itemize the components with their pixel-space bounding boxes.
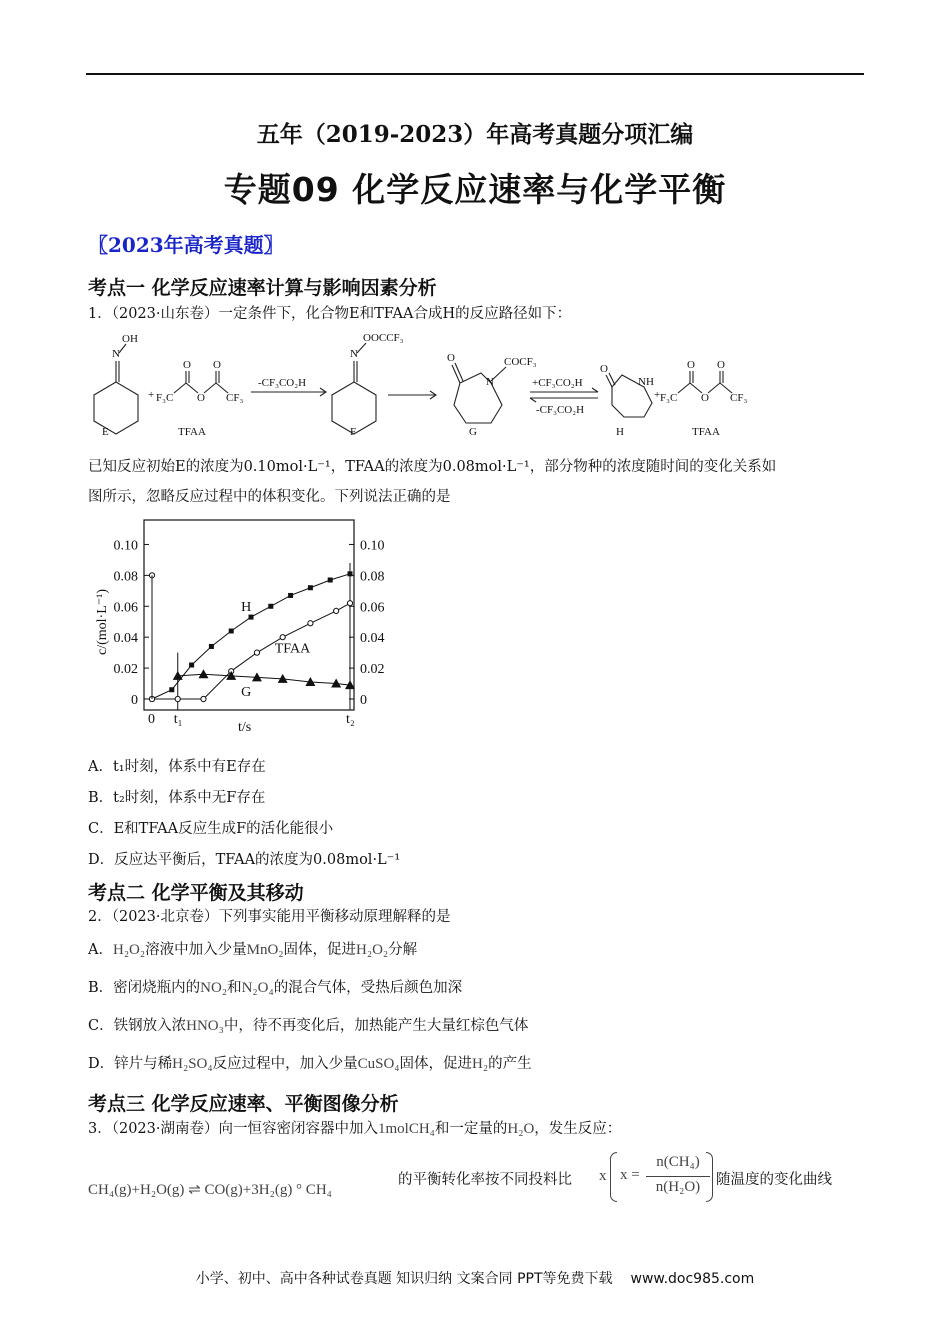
- q2c-text-1: 中，待不再变化后，加热能产生大量红棕色气体: [223, 1018, 529, 1034]
- q2-option-b: [88, 976, 462, 997]
- h-o: O: [600, 363, 608, 375]
- q2-option-d: [88, 1052, 532, 1073]
- q2a-formula-3: H₂O₂: [356, 942, 389, 958]
- point-tfaa: [334, 608, 339, 613]
- kp1-title: 考点一 化学反应速率计算与影响因素分析: [88, 277, 437, 299]
- footer-text: 小学、初中、高中各种试卷真题 知识归纳 文案合同 PPT等免费下载: [195, 1271, 613, 1287]
- kp2-title: 考点二 化学平衡及其移动: [88, 882, 304, 904]
- q2a-text-1: 溶液中加入少量: [145, 942, 247, 958]
- series-title: 五年（2019-2023）年高考真题分项汇编: [256, 121, 694, 148]
- tfaa2-f3c: F₃C: [660, 392, 678, 404]
- y-tick-label-left: 0.08: [113, 569, 138, 585]
- q2d-text-2: 固体，促进: [399, 1056, 473, 1072]
- f-n: N: [350, 348, 358, 360]
- series-label-g: G: [241, 684, 252, 700]
- y-axis-label: c/(mol·L⁻¹): [95, 588, 110, 655]
- tfaa1-f3c: F₃C: [156, 392, 174, 404]
- x-axis-label: t/s: [238, 720, 252, 735]
- reaction-scheme: [86, 325, 866, 445]
- tfaa2-cf3: CF₃: [730, 392, 748, 404]
- series-label-tfaa: TFAA: [274, 641, 311, 657]
- y-tick-label-left: 0.04: [113, 631, 138, 647]
- q2d-formula-3: H₂: [472, 1056, 489, 1072]
- y-tick-label-left: 0.02: [113, 662, 138, 678]
- q2d-prefix: D．锌片与稀: [88, 1056, 173, 1072]
- q3-x-symbol: x: [599, 1168, 607, 1184]
- y-tick-label-right: 0.08: [360, 569, 385, 585]
- footer: [0, 1268, 950, 1288]
- paren-left: [610, 1152, 617, 1202]
- q3-stem: [88, 1117, 621, 1138]
- y-tick-label-left: 0.06: [113, 600, 138, 616]
- e-label: E: [102, 426, 109, 438]
- frac-bottom: n(H₂O): [655, 1179, 701, 1195]
- footer-site[interactable]: www.doc985.com: [630, 1271, 755, 1287]
- y-tick-label-right: 0.06: [360, 600, 385, 616]
- point-h: [328, 578, 333, 583]
- point-h: [308, 585, 313, 590]
- q2d-formula-1: H₂SO₄: [172, 1056, 213, 1072]
- kp3-title: 考点三 化学反应速率、平衡图像分析: [88, 1093, 399, 1115]
- q1-option-a: A．t₁时刻，体系中有E存在: [88, 759, 266, 775]
- main-title: 专题09 化学反应速率与化学平衡: [223, 170, 727, 209]
- x-tick-label: t₂: [346, 712, 355, 727]
- e-oh: OH: [122, 333, 138, 345]
- q3-formula-2: H₂O: [507, 1121, 535, 1137]
- year-heading: 〖2023年高考真题〗: [88, 233, 284, 257]
- point-h: [209, 644, 214, 649]
- tfaa2-o-top-b: O: [717, 359, 725, 371]
- g-o: O: [447, 352, 455, 364]
- g-n: N: [486, 376, 494, 388]
- point-tfaa: [347, 601, 352, 606]
- q3-prefix: 3．（2023·湖南卷）向一恒容密闭容器中加入: [88, 1121, 378, 1137]
- q2-option-c: [88, 1014, 528, 1035]
- tfaa1-o-top-a: O: [183, 359, 191, 371]
- y-tick-label-left: 0.10: [113, 538, 138, 554]
- plus-1: +: [148, 389, 155, 401]
- compound-g-ring: [454, 373, 502, 423]
- q1-info-line1: 已知反应初始E的浓度为0.10mol·L⁻¹，TFAA的浓度为0.08mol·L⁻¹，部分物种的浓度随时间的变化关系如: [88, 459, 777, 475]
- point-tfaa: [280, 635, 285, 640]
- q2c-formula-1: HNO₃: [186, 1018, 224, 1034]
- point-tfaa: [308, 621, 313, 626]
- q2d-formula-2: CuSO₄: [357, 1056, 400, 1072]
- point-tfaa: [254, 650, 259, 655]
- q3-formula-1: 1molCH₄: [377, 1121, 435, 1137]
- q2b-text-2: 的混合气体，受热后颜色加深: [273, 980, 463, 996]
- point-h: [348, 571, 353, 576]
- q2a-formula-2: MnO₂: [246, 942, 284, 958]
- h-label: H: [616, 426, 624, 438]
- q1-stem: 1．（2023·山东卷）一定条件下，化合物E和TFAA合成H的反应路径如下：: [88, 306, 572, 322]
- g-sub: COCF₃: [504, 356, 537, 368]
- tfaa2-o: O: [701, 392, 709, 404]
- q1-option-b: B．t₂时刻，体系中无F存在: [88, 790, 266, 806]
- q2b-formula-2: N₂O₄: [241, 980, 274, 996]
- series-label-h: H: [241, 599, 252, 615]
- point-tfaa: [175, 696, 180, 701]
- q2a-formula-1: H₂O₂: [112, 942, 146, 958]
- q2d-text-3: 的产生: [488, 1056, 532, 1072]
- frac-bar: [646, 1176, 710, 1177]
- q3-suffix: ，发生反应：: [534, 1121, 622, 1137]
- plus-2: +: [654, 389, 661, 401]
- y-tick-label-right: 0: [360, 693, 367, 708]
- tfaa2-o-top-a: O: [687, 359, 695, 371]
- tfaa2-label: TFAA: [692, 426, 720, 438]
- point-tfaa: [201, 696, 206, 701]
- q2-option-a: [88, 938, 417, 959]
- tfaa1-label: TFAA: [178, 426, 206, 438]
- paren-right: [706, 1152, 713, 1202]
- q2a-prefix: A．: [88, 942, 113, 958]
- f-label: F: [350, 426, 357, 438]
- x-tick-label: 0: [148, 712, 155, 727]
- q2b-formula-1: NO₂: [200, 980, 228, 996]
- q1-option-c: C．E和TFAA反应生成F的活化能很小: [88, 821, 334, 837]
- point-h: [268, 604, 273, 609]
- q2-stem: 2．（2023·北京卷）下列事实能用平衡移动原理解释的是: [88, 909, 451, 925]
- h-nh: NH: [638, 376, 654, 388]
- y-tick-label-left: 0: [131, 693, 138, 708]
- q3-rest-1: 的平衡转化率按不同投料比: [398, 1172, 572, 1188]
- tfaa1-o: O: [197, 392, 205, 404]
- y-tick-label-right: 0.10: [360, 538, 385, 554]
- point-h: [288, 593, 293, 598]
- eq-bottom-label: -CF₃CO₂H: [536, 404, 585, 416]
- q3-mid: 和一定量的: [434, 1121, 508, 1137]
- q1-option-d: D．反应达平衡后，TFAA的浓度为0.08mol·L⁻¹: [88, 852, 401, 868]
- q3-rest-2: 随温度的变化曲线: [716, 1172, 832, 1188]
- x-tick-label: t₁: [173, 712, 183, 727]
- q2a-text-3: 分解: [388, 942, 418, 958]
- point-h: [249, 615, 254, 620]
- q2a-text-2: 固体，促进: [283, 942, 357, 958]
- q2b-text-1: 和: [227, 980, 242, 996]
- q3-fraction: [610, 1152, 712, 1202]
- point-g: [198, 669, 208, 678]
- compound-e-ring: [94, 382, 138, 434]
- top-rule: [86, 73, 864, 75]
- y-tick-label-right: 0.02: [360, 662, 385, 678]
- point-h: [229, 629, 234, 634]
- g-label: G: [469, 426, 477, 438]
- q2c-prefix: C．铁钢放入浓: [88, 1018, 187, 1034]
- frac-top: n(CH₄): [656, 1154, 700, 1170]
- q2b-prefix: B．密闭烧瓶内的: [88, 980, 201, 996]
- series-line-h: [152, 574, 350, 699]
- q3-equation: CH₄(g)+H₂O(g) ⇌ CO(g)+3H₂(g) ° CH₄: [88, 1182, 332, 1198]
- eq-top-label: +CF₃CO₂H: [532, 377, 583, 389]
- tfaa1-cf3: CF₃: [226, 392, 244, 404]
- y-tick-label-right: 0.04: [360, 631, 385, 647]
- f-sub: OOCCF₃: [363, 332, 404, 344]
- arrow1-label: -CF₃CO₂H: [258, 377, 307, 389]
- q1-info-line2: 图所示，忽略反应过程中的体积变化。下列说法正确的是: [88, 489, 451, 505]
- q2d-text-1: 反应过程中，加入少量: [212, 1056, 358, 1072]
- point-h: [169, 687, 174, 692]
- concentration-chart: [88, 515, 408, 740]
- frac-x-eq: x =: [620, 1167, 640, 1183]
- e-n: N: [112, 348, 120, 360]
- point-h: [189, 663, 194, 668]
- tfaa1-o-top-b: O: [213, 359, 221, 371]
